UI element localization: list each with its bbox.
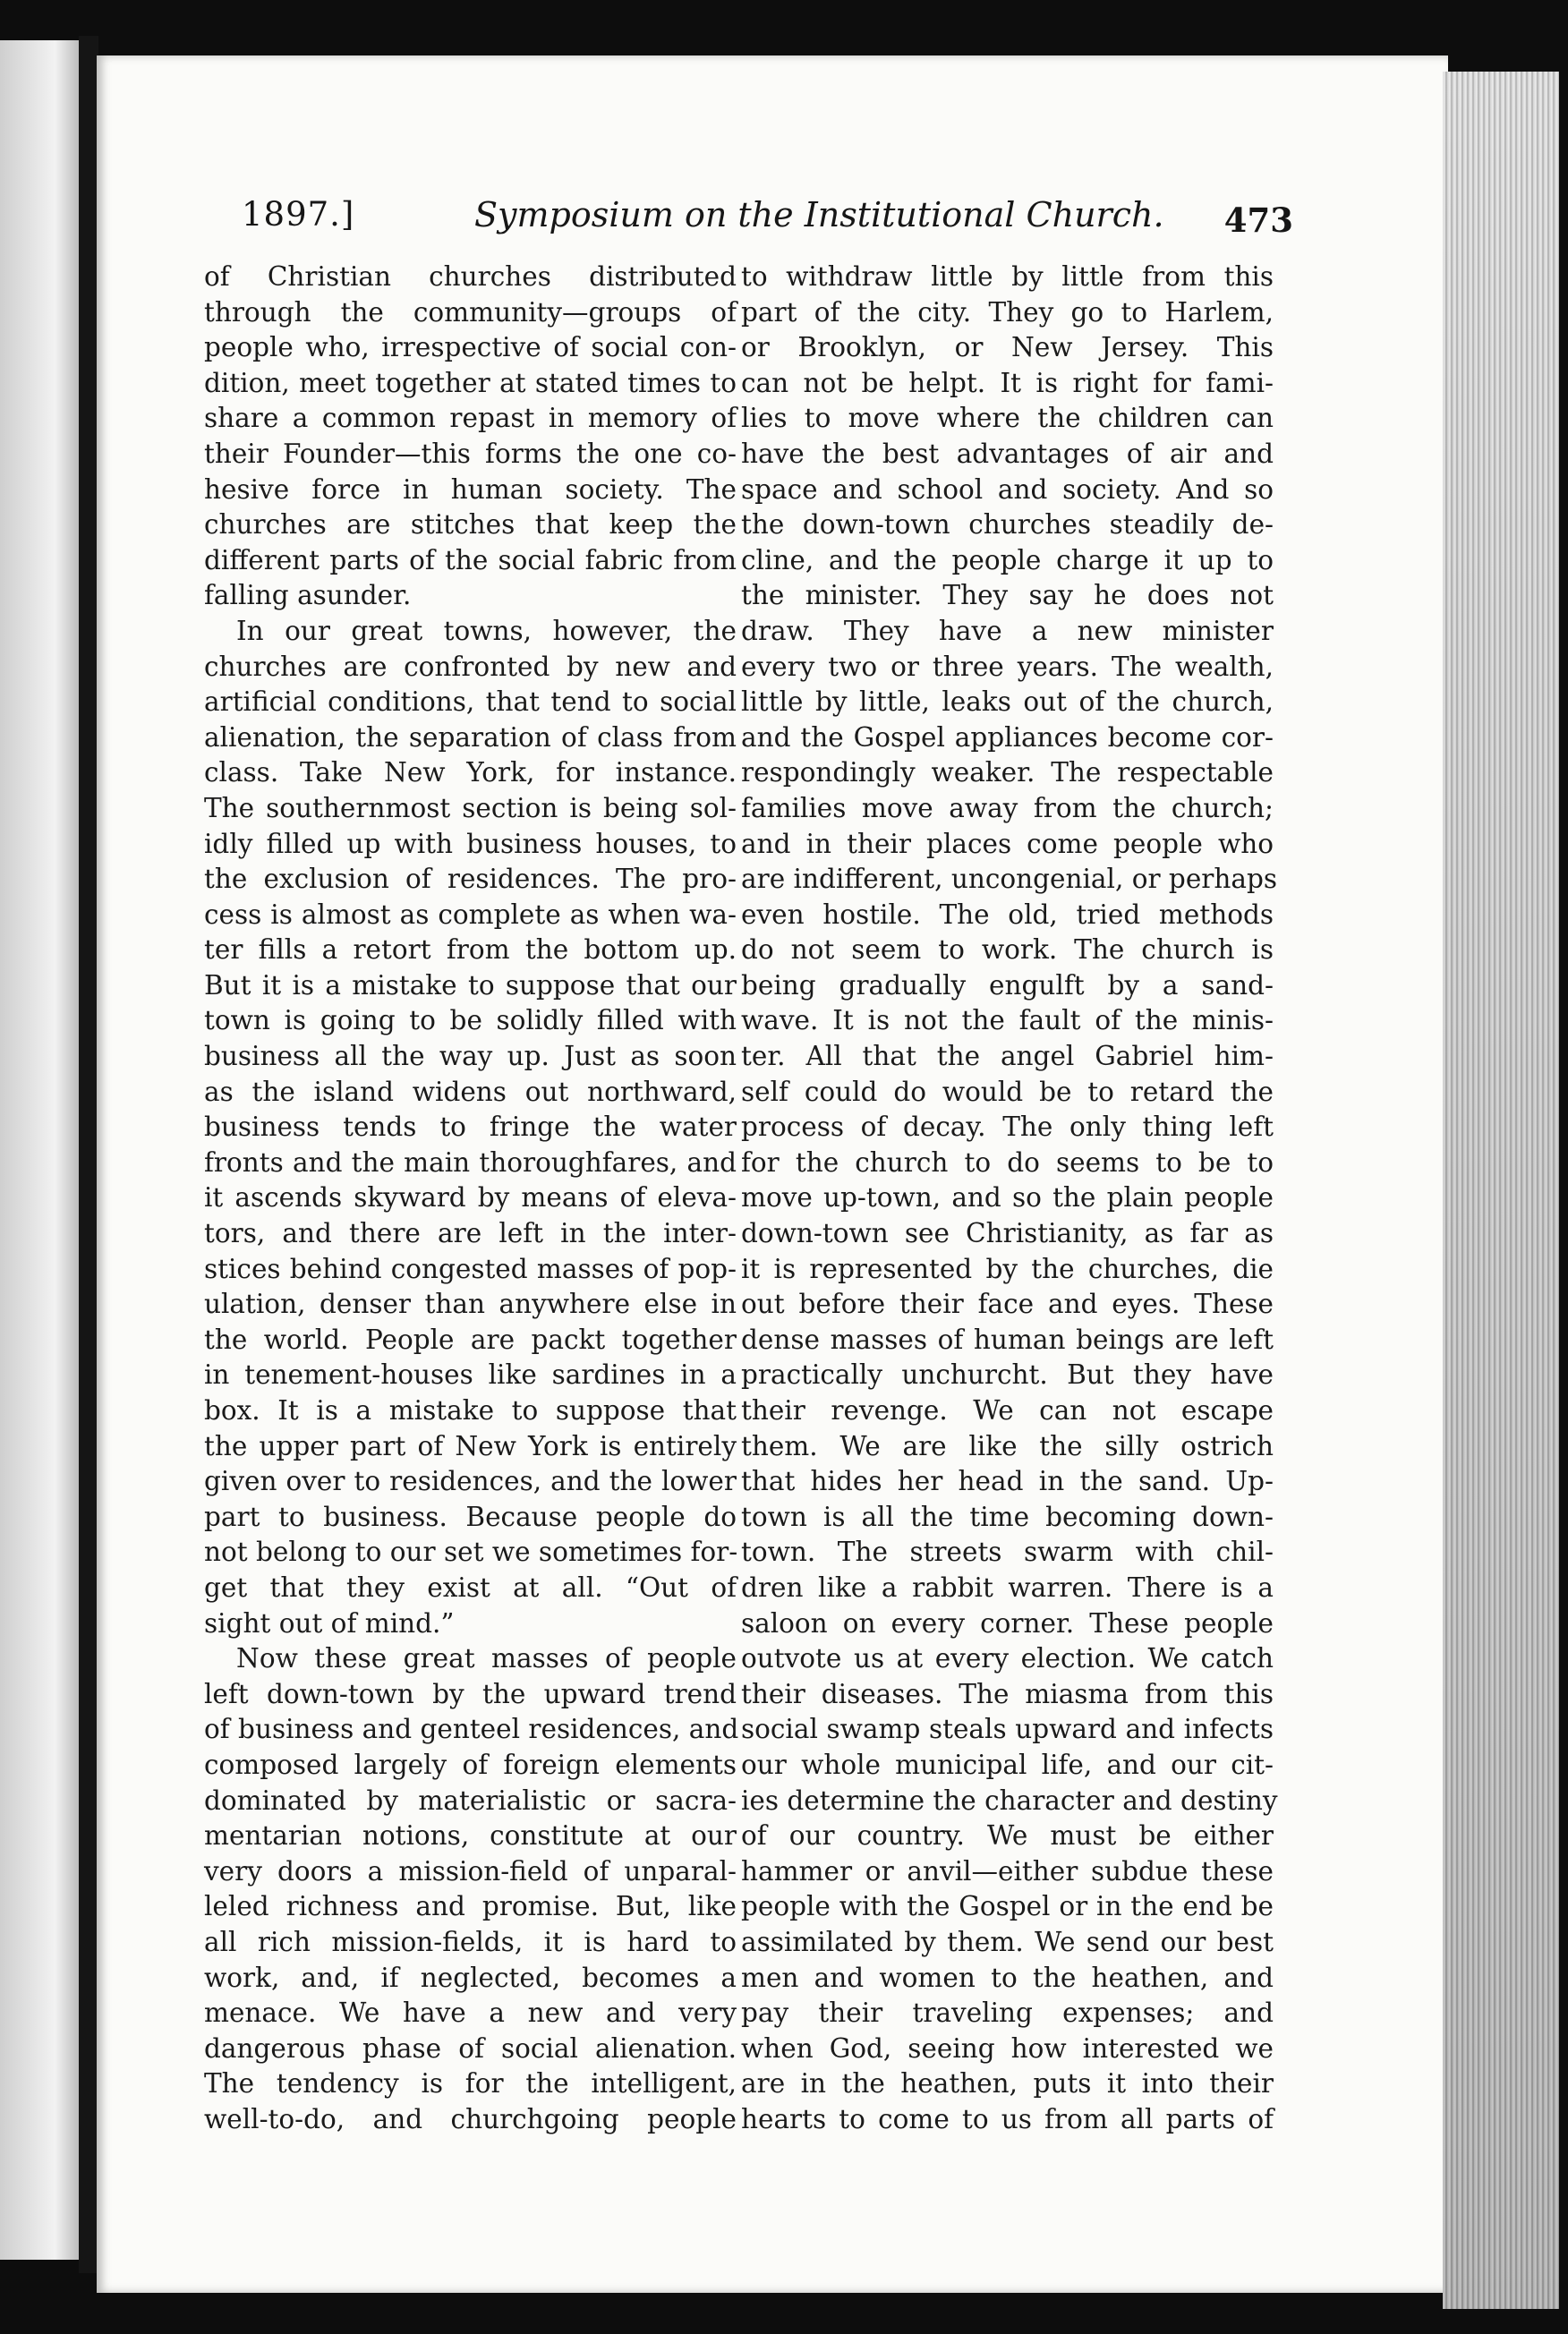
text-line: and the Gospel appliances become cor- xyxy=(741,721,1274,753)
text-line: town. The streets swarm with chil- xyxy=(741,1537,1274,1568)
text-line: their revenge. We can not escape xyxy=(741,1395,1274,1426)
text-line: as the island widens out northward, xyxy=(204,1076,737,1107)
text-line: pay their traveling expenses; and xyxy=(741,1998,1274,2029)
text-line: hesive force in human society. The xyxy=(204,473,737,505)
text-line: ies determine the character and destiny xyxy=(741,1785,1278,1816)
text-line: very doors a mission-field of unparal- xyxy=(204,1855,737,1887)
text-line: their Founder—this forms the one co- xyxy=(204,438,737,469)
text-line: leled richness and promise. But, like xyxy=(204,1891,737,1922)
header-title: Symposium on the Institutional Church. xyxy=(474,195,1164,234)
text-line: box. It is a mistake to suppose that xyxy=(204,1395,737,1426)
text-line: it is represented by the churches, die xyxy=(741,1253,1274,1284)
text-line: churches are stitches that keep the xyxy=(204,509,737,541)
text-line: the exclusion of residences. The pro- xyxy=(204,864,737,895)
text-line: churches are confronted by new and xyxy=(204,651,737,682)
text-line: respondingly weaker. The respectable xyxy=(741,757,1274,788)
text-line: share a common repast in memory of xyxy=(204,403,737,434)
text-line: draw. They have a new minister xyxy=(741,615,1274,646)
text-line: our whole municipal life, and our cit- xyxy=(741,1749,1274,1780)
text-line: hearts to come to us from all parts of xyxy=(741,2103,1274,2134)
text-line: people with the Gospel or in the end be xyxy=(741,1891,1274,1922)
text-line: different parts of the social fabric from xyxy=(204,544,737,575)
text-line: ulation, denser than anywhere else in xyxy=(204,1289,737,1320)
facing-page-edge xyxy=(0,40,79,2260)
text-line: are indifferent, uncongenial, or perhaps xyxy=(741,864,1277,895)
text-line: process of decay. The only thing left xyxy=(741,1112,1274,1143)
text-line: people who, irrespective of social con- xyxy=(204,332,737,363)
text-line: the down-town churches steadily de- xyxy=(741,509,1274,541)
running-header xyxy=(242,195,1293,249)
text-line: even hostile. The old, tried methods xyxy=(741,899,1274,930)
text-line: that hides her head in the sand. Up- xyxy=(741,1466,1274,1497)
text-line: self could do would be to retard the xyxy=(741,1076,1274,1107)
text-line: out before their face and eyes. These xyxy=(741,1289,1274,1320)
text-line: down-town see Christianity, as far as xyxy=(741,1218,1274,1249)
text-line: it ascends skyward by means of eleva- xyxy=(204,1182,737,1214)
text-line: of our country. We must be either xyxy=(741,1820,1274,1852)
text-line: of business and genteel residences, and xyxy=(204,1714,739,1745)
text-line: them. We are like the silly ostrich xyxy=(741,1430,1274,1461)
left-text-column xyxy=(204,260,737,2137)
text-line: social swamp steals upward and infects xyxy=(741,1714,1274,1745)
text-line: space and school and society. And so xyxy=(741,473,1274,505)
text-line: well-to-do, and churchgoing people xyxy=(204,2103,737,2134)
text-line: given over to residences, and the lower xyxy=(204,1466,737,1497)
text-line: get that they exist at all. “Out of xyxy=(204,1572,737,1603)
book-gutter xyxy=(79,36,98,2273)
text-line: part to business. Because people do xyxy=(204,1501,737,1532)
text-line: have the best advantages of air and xyxy=(741,438,1274,469)
text-line: stices behind congested masses of pop- xyxy=(204,1253,737,1284)
text-line: do not seem to work. The church is xyxy=(741,934,1274,966)
text-line: The southernmost section is being sol- xyxy=(204,792,737,823)
text-line: for the church to do seems to be to xyxy=(741,1146,1274,1178)
text-line: idly filled up with business houses, to xyxy=(204,828,737,859)
text-line: all rich mission-fields, it is hard to xyxy=(204,1926,737,1957)
text-line: sight out of mind.” xyxy=(204,1607,455,1639)
text-line: ter fills a retort from the bottom up. xyxy=(204,934,737,966)
text-line: can not be helpt. It is right for fami- xyxy=(741,367,1274,398)
text-line: cess is almost as complete as when wa- xyxy=(204,899,737,930)
text-line: assimilated by them. We send our best xyxy=(741,1926,1274,1957)
page-number: 473 xyxy=(1223,200,1293,240)
text-line: move up-town, and so the plain people xyxy=(741,1182,1274,1214)
text-line: The tendency is for the intelligent, xyxy=(204,2068,737,2100)
text-line: cline, and the people charge it up to xyxy=(741,544,1274,575)
text-line: of Christian churches distributed xyxy=(204,261,737,292)
text-line: artificial conditions, that tend to social xyxy=(204,686,737,718)
text-line: town is all the time becoming down- xyxy=(741,1501,1274,1532)
text-line: outvote us at every election. We catch xyxy=(741,1643,1274,1674)
text-line: ter. All that the angel Gabriel him- xyxy=(741,1041,1274,1072)
text-line: alienation, the separation of class from xyxy=(204,721,737,753)
page-stack-edges xyxy=(1443,72,1559,2309)
text-line: hammer or anvil—either subdue these xyxy=(741,1855,1274,1887)
text-line: through the community—groups of xyxy=(204,296,737,328)
text-line: dition, meet together at stated times to xyxy=(204,367,737,398)
text-line: But it is a mistake to suppose that our xyxy=(204,969,737,1001)
text-line: town is going to be solidly filled with xyxy=(204,1005,737,1036)
text-line: in tenement-houses like sardines in a xyxy=(204,1359,737,1391)
text-line: mentarian notions, constitute at our xyxy=(204,1820,737,1852)
text-line: being gradually engulft by a sand- xyxy=(741,969,1274,1001)
text-line: men and women to the heathen, and xyxy=(741,1962,1274,1993)
text-line: fronts and the main thoroughfares, and xyxy=(204,1146,737,1178)
text-line: wave. It is not the fault of the minis- xyxy=(741,1005,1274,1036)
text-line: dense masses of human beings are left xyxy=(741,1324,1274,1355)
text-line: part of the city. They go to Harlem, xyxy=(741,296,1274,328)
text-line: every two or three years. The wealth, xyxy=(741,651,1274,682)
text-line: or Brooklyn, or New Jersey. This xyxy=(741,332,1274,363)
text-line: practically unchurcht. But they have xyxy=(741,1359,1274,1391)
header-year: 1897.] xyxy=(242,195,355,234)
text-line: dominated by materialistic or sacra- xyxy=(204,1785,737,1816)
text-line: and in their places come people who xyxy=(741,828,1274,859)
text-line: their diseases. The miasma from this xyxy=(741,1678,1274,1709)
text-line: families move away from the church; xyxy=(741,792,1274,823)
text-line: business tends to fringe the water xyxy=(204,1112,737,1143)
text-line: the minister. They say he does not xyxy=(741,580,1274,611)
text-line: not belong to our set we sometimes for- xyxy=(204,1537,738,1568)
text-line: dren like a rabbit warren. There is a xyxy=(741,1572,1274,1603)
text-line: the world. People are packt together xyxy=(204,1324,737,1355)
text-line: the upper part of New York is entirely xyxy=(204,1430,737,1461)
text-line: composed largely of foreign elements xyxy=(204,1749,737,1780)
text-line: class. Take New York, for instance. xyxy=(204,757,737,788)
text-line: menace. We have a new and very xyxy=(204,1998,737,2029)
text-line: business all the way up. Just as soon xyxy=(204,1041,737,1072)
text-line: when God, seeing how interested we xyxy=(741,2032,1274,2064)
text-line: work, and, if neglected, becomes a xyxy=(204,1962,737,1993)
text-line: In our great towns, however, the xyxy=(236,615,737,646)
text-line: tors, and there are left in the inter- xyxy=(204,1218,737,1249)
right-text-column xyxy=(741,260,1278,2137)
text-line: are in the heathen, puts it into their xyxy=(741,2068,1274,2100)
text-line: dangerous phase of social alienation. xyxy=(204,2032,737,2064)
text-line: left down-town by the upward trend xyxy=(204,1678,737,1709)
text-line: Now these great masses of people xyxy=(236,1643,737,1674)
text-line: to withdraw little by little from this xyxy=(741,261,1274,292)
text-line: saloon on every corner. These people xyxy=(741,1607,1274,1639)
text-line: lies to move where the children can xyxy=(741,403,1274,434)
text-line: falling asunder. xyxy=(204,580,412,611)
text-line: little by little, leaks out of the church, xyxy=(741,686,1274,718)
